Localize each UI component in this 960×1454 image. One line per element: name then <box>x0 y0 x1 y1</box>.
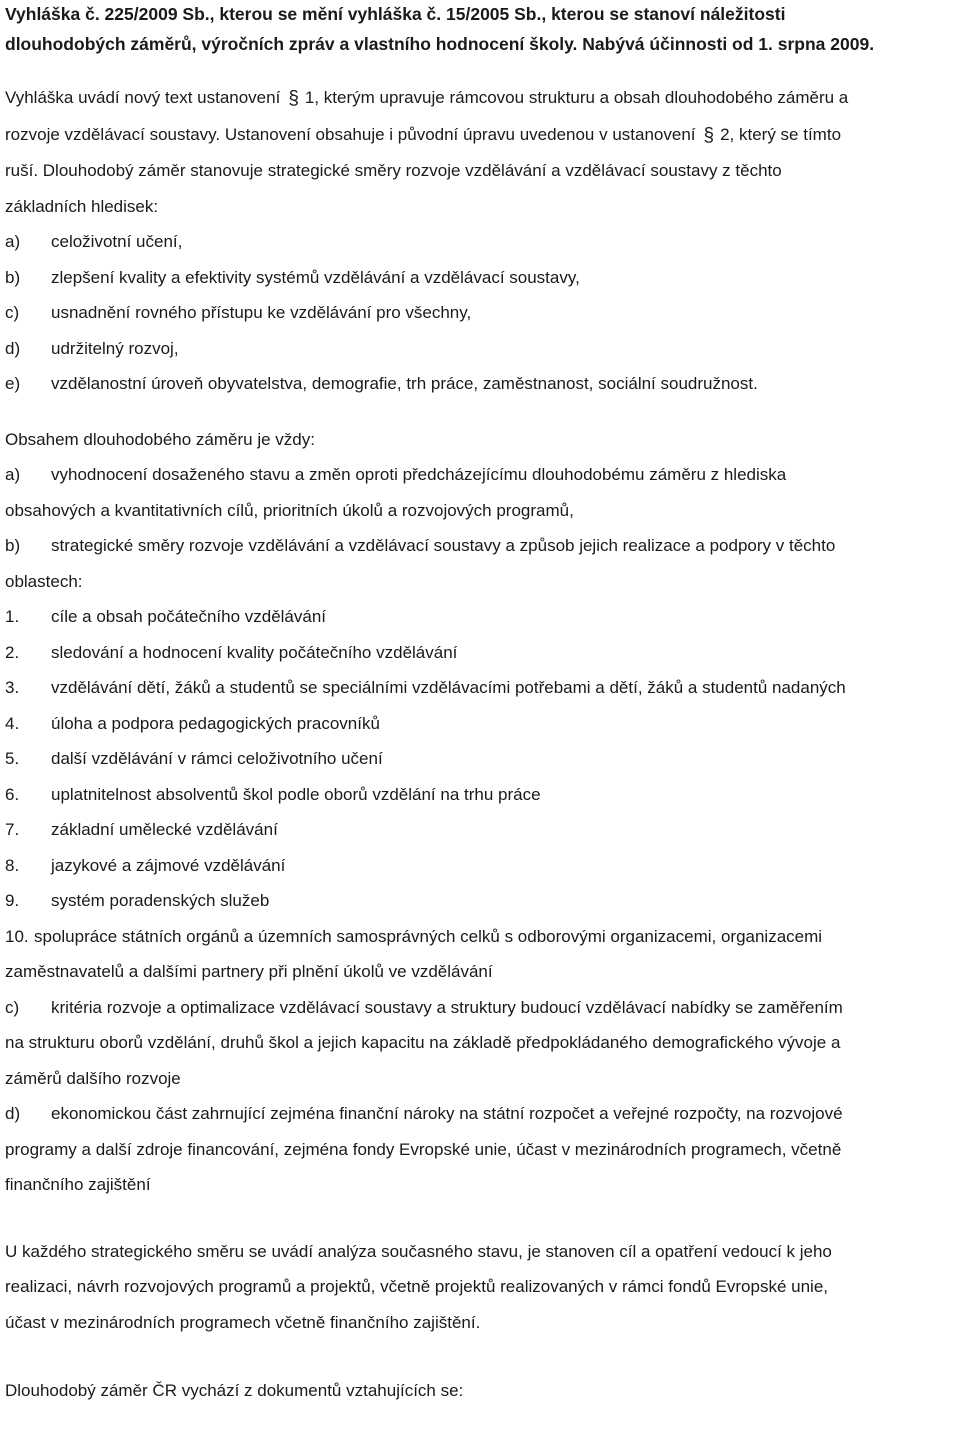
intro-text: 1, kterým upravuje rámcovou strukturu a obsah dlouhodobého záměru a <box>304 88 849 107</box>
list-item <box>5 295 957 331</box>
list-item-text: zlepšení kvality a efektivity systémů vzdělávání a vzdělávací soustavy, <box>51 267 580 287</box>
intro-text: Vyhláška uvádí nový text ustanovení <box>5 88 281 107</box>
list-item <box>5 224 957 260</box>
list-item <box>5 331 957 367</box>
list-item-label: c) <box>5 303 20 322</box>
content-d-line-3: finančního zajištění <box>5 1175 151 1194</box>
aspects-list <box>5 224 957 402</box>
content-c-line-1 <box>5 990 957 1026</box>
section-symbol: § <box>703 124 715 146</box>
strategy-line-1: U každého strategického směru se uvádí analýza současného stavu, je stanoven cíl a opatření vedoucí k jeho <box>5 1241 832 1261</box>
content-d-line-2: programy a další zdroje financování, zejména fondy Evropské unie, účast v mezinárodních programech, včetně <box>5 1139 842 1159</box>
list-item <box>5 599 957 635</box>
content-a-line-1 <box>5 457 957 493</box>
heading-line-2: dlouhodobých záměrů, výročních zpráv a vlastního hodnocení školy. Nabývá účinnosti od 1. srpna 2009. <box>5 34 875 54</box>
list-item-text: vyhodnocení dosaženého stavu a změn oproti předcházejícímu dlouhodobému záměru z hlediska <box>51 465 787 484</box>
list-item-label: d) <box>5 338 21 358</box>
list-item <box>5 670 957 706</box>
document-page <box>5 0 957 1409</box>
section-symbol: § <box>288 88 299 109</box>
list-item-text: uplatnitelnost absolventů škol podle oborů vzdělání na trhu práce <box>51 784 541 804</box>
list-item-label: a) <box>5 232 21 251</box>
list-item-text: úloha a podpora pedagogických pracovníků <box>51 713 380 733</box>
list-item-label: 6. <box>5 784 20 804</box>
content-item-c <box>5 990 957 1097</box>
areas-list <box>5 599 957 990</box>
list-item-label: 4. <box>5 713 20 733</box>
content-item-b <box>5 528 957 599</box>
strategy-line-2: realizaci, návrh rozvojových programů a projektů, včetně projektů realizovaných v rámci fondů Evropské unie, <box>5 1277 829 1296</box>
content-intro: Obsahem dlouhodobého záměru je vždy: <box>5 429 315 449</box>
list-item <box>5 812 957 848</box>
list-item <box>5 777 957 813</box>
content-b-line-1 <box>5 528 957 564</box>
content-item-a <box>5 457 957 528</box>
list-item <box>5 848 957 884</box>
list-item-label: 2. <box>5 642 20 662</box>
heading-line-1: Vyhláška č. 225/2009 Sb., kterou se mění vyhláška č. 15/2005 Sb., kterou se stanoví náležitosti <box>5 4 786 24</box>
list-item-text: usnadnění rovného přístupu ke vzdělávání pro všechny, <box>51 303 472 322</box>
intro-line-4: základních hledisek: <box>5 196 159 216</box>
list-item-text: vzdělanostní úroveň obyvatelstva, demografie, trh práce, zaměstnanost, sociální soudružnost. <box>51 374 758 393</box>
list-item-text: další vzdělávání v rámci celoživotního učení <box>51 749 383 768</box>
list-item-label: c) <box>5 997 20 1017</box>
list-item-label: e) <box>5 374 21 393</box>
list-item-label: b) <box>5 267 21 287</box>
document-heading <box>5 0 957 59</box>
list-item-text: systém poradenských služeb <box>51 891 270 910</box>
intro-line-1 <box>5 80 957 117</box>
list-item-label: b) <box>5 536 21 555</box>
list-item-label: 8. <box>5 855 20 875</box>
intro-paragraph <box>5 80 957 224</box>
content-c-line-3: záměrů dalšího rozvoje <box>5 1068 181 1088</box>
list-item-label: 7. <box>5 820 20 839</box>
content-d-line-1 <box>5 1096 957 1132</box>
list-item <box>5 883 957 919</box>
list-item-text: spolupráce státních orgánů a územních samosprávných celků s odborovými organizacemi, organizacemi <box>34 926 823 946</box>
intro-text: rozvoje vzdělávací soustavy. Ustanovení obsahuje i původní úpravu uvedenou v ustanovení <box>5 124 696 144</box>
list-item <box>5 635 957 671</box>
list-item-label: 9. <box>5 891 20 910</box>
list-item-text: udržitelný rozvoj, <box>51 338 179 358</box>
list-item-label: 1. <box>5 607 20 626</box>
list-item-text: základní umělecké vzdělávání <box>51 820 278 839</box>
list-item <box>5 260 957 296</box>
closing-line: Dlouhodobý záměr ČR vychází z dokumentů vztahujících se: <box>5 1381 464 1400</box>
list-item-text: sledování a hodnocení kvality počátečního vzdělávání <box>51 642 458 662</box>
content-item-d <box>5 1096 957 1203</box>
list-item-text: jazykové a zájmové vzdělávání <box>51 855 286 875</box>
list-item-10-continuation: zaměstnavatelů a dalšími partnery při plnění úkolů ve vzdělávání <box>5 962 493 981</box>
intro-line-2 <box>5 117 957 154</box>
list-item-label: 5. <box>5 749 20 768</box>
content-c-line-2: na strukturu oborů vzdělání, druhů škol a jejich kapacitu na základě předpokládaného demografického vývoje a <box>5 1033 841 1052</box>
strategy-line-3: účast v mezinárodních programech včetně finančního zajištění. <box>5 1312 481 1332</box>
content-a-line-2: obsahových a kvantitativních cílů, prioritních úkolů a rozvojových programů, <box>5 500 574 520</box>
strategy-paragraph <box>5 1234 957 1341</box>
intro-line-3: ruší. Dlouhodobý záměr stanovuje strategické směry rozvoje vzdělávání a vzdělávací soustavy z těchto <box>5 161 782 180</box>
list-item-label: a) <box>5 465 21 484</box>
list-item-text: vzdělávání dětí, žáků a studentů se speciálními vzdělávacími potřebami a dětí, žáků a studentů nadaných <box>51 678 846 697</box>
list-item-text: kritéria rozvoje a optimalizace vzdělávací soustavy a struktury budoucí vzdělávací nabídky se zaměřením <box>51 997 843 1017</box>
list-item <box>5 741 957 777</box>
list-item-label: d) <box>5 1104 21 1123</box>
list-item-label: 3. <box>5 678 20 697</box>
intro-text: 2, který se tímto <box>720 124 842 144</box>
list-item <box>5 366 957 402</box>
list-item-text: celoživotní učení, <box>51 232 183 251</box>
list-item-text: ekonomickou část zahrnující zejména finanční nároky na státní rozpočet a veřejné rozpočty, na rozvojové <box>51 1104 843 1123</box>
content-b-line-2: oblastech: <box>5 571 83 591</box>
list-item-10 <box>5 919 957 955</box>
list-item <box>5 706 957 742</box>
list-item-label: 10. <box>5 926 29 946</box>
list-item-text: cíle a obsah počátečního vzdělávání <box>51 607 327 626</box>
list-item-text: strategické směry rozvoje vzdělávání a vzdělávací soustavy a způsob jejich realizace a podpory v těchto <box>51 536 836 555</box>
